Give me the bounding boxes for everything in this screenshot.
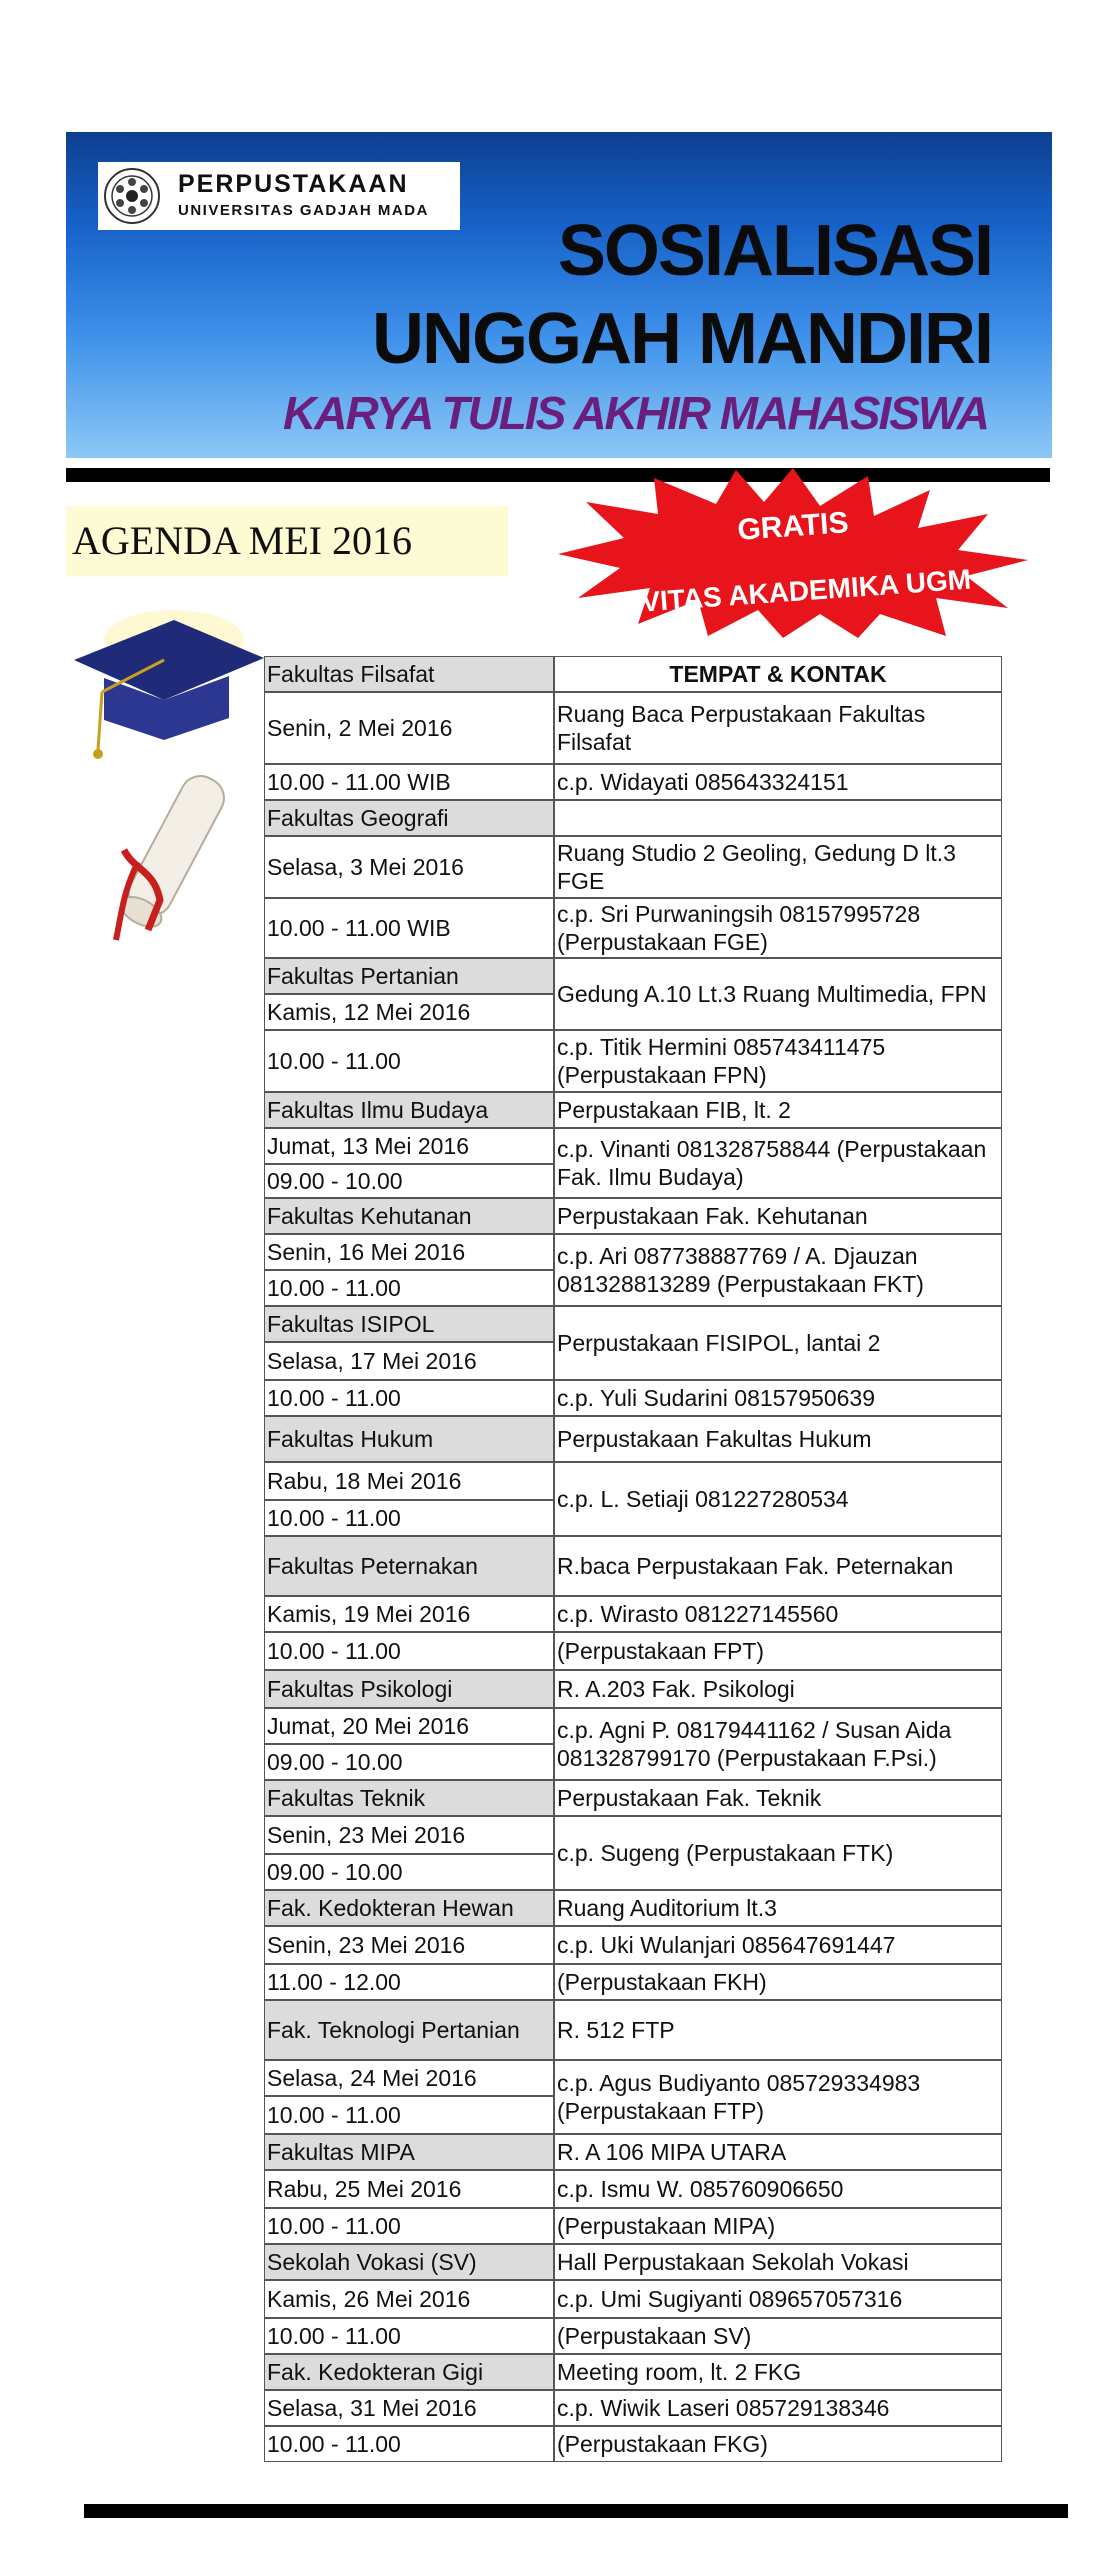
cell-kontak <box>554 1128 1002 1198</box>
cell-fakultas <box>264 1890 554 1926</box>
fakultas-text: Fakultas Hukum <box>267 1426 434 1452</box>
kontak2-text: (Perpustakaan FKH) <box>557 1969 767 1995</box>
agenda-title: AGENDA MEI 2016 <box>66 506 508 576</box>
cell-jam <box>264 1744 554 1780</box>
tanggal-text: Rabu, 18 Mei 2016 <box>267 1468 462 1494</box>
cell-jam <box>264 1964 554 2000</box>
logo-subtitle: UNIVERSITAS GADJAH MADA <box>178 202 429 219</box>
cell-fakultas <box>264 2000 554 2060</box>
cell-fakultas <box>264 1536 554 1596</box>
badge-audience: SIVITAS AKADEMIKA UGM <box>613 563 972 620</box>
cell-jam <box>264 1854 554 1890</box>
jam-text: 10.00 - 11.00 <box>267 1505 401 1531</box>
cell-tanggal <box>264 2060 554 2096</box>
cell-tanggal <box>264 1816 554 1854</box>
tanggal-text: Senin, 23 Mei 2016 <box>267 1932 466 1958</box>
cell-tempat <box>554 1198 1002 1234</box>
kontak-text: c.p. L. Setiaji 081227280534 <box>557 1486 849 1512</box>
cell-kontak <box>554 1030 1002 1092</box>
cell-tanggal <box>264 692 554 764</box>
cell-jam <box>264 2208 554 2244</box>
cell-tempat <box>554 1306 1002 1380</box>
kontak-text: c.p. Umi Sugiyanti 089657057316 <box>557 2286 903 2312</box>
fakultas-text: Fak. Kedokteran Gigi <box>267 2359 484 2385</box>
cell-jam <box>264 2096 554 2134</box>
cell-jam <box>264 1164 554 1198</box>
fakultas-text: Fakultas Peternakan <box>267 1553 478 1579</box>
fakultas-text: Fak. Teknologi Pertanian <box>267 2017 520 2043</box>
jam-text: 10.00 - 11.00 <box>267 2102 401 2128</box>
cell-tempat <box>554 1092 1002 1128</box>
kontak-text: c.p. Titik Hermini 085743411475 (Perpustakaan FPN) <box>557 1034 886 1088</box>
cell-tempat <box>554 1890 1002 1926</box>
cell-fakultas <box>264 958 554 994</box>
cell-kontak2 <box>554 1964 1002 2000</box>
cell-tanggal <box>264 994 554 1030</box>
kontak-text: c.p. Wirasto 081227145560 <box>557 1601 839 1627</box>
jam-text: 10.00 - 11.00 <box>267 1048 401 1074</box>
kontak-text: c.p. Sugeng (Perpustakaan FTK) <box>557 1840 894 1866</box>
jam-text: 10.00 - 11.00 <box>267 1385 401 1411</box>
tanggal-text: Kamis, 19 Mei 2016 <box>267 1601 471 1627</box>
cell-kontak <box>554 898 1002 958</box>
cell-tempat <box>554 836 1002 898</box>
cell-kontak <box>554 1234 1002 1306</box>
graduation-cap-icon <box>64 600 264 960</box>
tempat-text: R. 512 FTP <box>557 2017 675 2043</box>
kontak2-text: (Perpustakaan FPT) <box>557 1638 765 1664</box>
cell-fakultas <box>264 1198 554 1234</box>
kontak-text: c.p. Ismu W. 085760906650 <box>557 2176 844 2202</box>
tanggal-text: Selasa, 17 Mei 2016 <box>267 1348 477 1374</box>
cell-jam <box>264 1030 554 1092</box>
fakultas-text: Fak. Kedokteran Hewan <box>267 1895 514 1921</box>
tanggal-text: Kamis, 12 Mei 2016 <box>267 999 471 1025</box>
title-line-2: UNGGAH MANDIRI <box>372 299 992 379</box>
fakultas-text: Fakultas Filsafat <box>267 661 435 687</box>
cell-jam <box>264 2318 554 2354</box>
kontak2-text: (Perpustakaan MIPA) <box>557 2213 776 2239</box>
tanggal-text: Senin, 2 Mei 2016 <box>267 715 453 741</box>
cell-tempat <box>554 2354 1002 2390</box>
cell-empty <box>554 800 1002 836</box>
tempat-text: Ruang Auditorium lt.3 <box>557 1895 777 1921</box>
tempat-text: R. A 106 MIPA UTARA <box>557 2139 787 2165</box>
tanggal-text: Selasa, 24 Mei 2016 <box>267 2065 477 2091</box>
fakultas-text: Fakultas Ilmu Budaya <box>267 1097 489 1123</box>
fakultas-text: Fakultas Teknik <box>267 1785 426 1811</box>
cell-kontak2 <box>554 2208 1002 2244</box>
fakultas-text: Fakultas ISIPOL <box>267 1311 435 1337</box>
tanggal-text: Rabu, 25 Mei 2016 <box>267 2176 462 2202</box>
tempat-text: R.baca Perpustakaan Fak. Peternakan <box>557 1553 954 1579</box>
cell-fakultas <box>264 2354 554 2390</box>
cell-tempat <box>554 2134 1002 2170</box>
cell-kontak <box>554 1462 1002 1536</box>
cell-tempat <box>554 1416 1002 1462</box>
header-banner <box>66 132 1052 458</box>
cell-jam <box>264 898 554 958</box>
jam-text: 10.00 - 11.00 WIB <box>267 769 451 795</box>
cell-fakultas <box>264 1416 554 1462</box>
tempat-text: Perpustakaan FIB, lt. 2 <box>557 1097 791 1123</box>
kontak-text: c.p. Agus Budiyanto 085729334983 (Perpustakaan FTP) <box>557 2070 921 2124</box>
tanggal-text: Kamis, 26 Mei 2016 <box>267 2286 471 2312</box>
cell-kontak <box>554 1708 1002 1780</box>
kontak-text: c.p. Agni P. 08179441162 / Susan Aida 081328799170 (Perpustakaan F.Psi.) <box>557 1717 952 1771</box>
cell-tanggal <box>264 2280 554 2318</box>
tempat-text: Perpustakaan Fakultas Hukum <box>557 1426 872 1452</box>
cell-tanggal <box>264 836 554 898</box>
tempat-text: Perpustakaan Fak. Teknik <box>557 1785 822 1811</box>
cell-tanggal <box>264 1596 554 1632</box>
jam-text: 10.00 - 11.00 <box>267 1275 401 1301</box>
tanggal-text: Senin, 16 Mei 2016 <box>267 1239 466 1265</box>
jam-text: 10.00 - 11.00 <box>267 2323 401 2349</box>
cell-jam <box>264 2426 554 2462</box>
tempat-text: Perpustakaan Fak. Kehutanan <box>557 1203 868 1229</box>
tanggal-text: Jumat, 20 Mei 2016 <box>267 1713 470 1739</box>
cell-fakultas <box>264 2244 554 2280</box>
cell-kontak <box>554 2170 1002 2208</box>
cell-fakultas <box>264 800 554 836</box>
cell-tanggal <box>264 2390 554 2426</box>
cell-tempat <box>554 1536 1002 1596</box>
fakultas-text: Fakultas MIPA <box>267 2139 415 2165</box>
cell-tanggal <box>264 1128 554 1164</box>
kontak2-text: (Perpustakaan FKG) <box>557 2431 768 2457</box>
tempat-text: Hall Perpustakaan Sekolah Vokasi <box>557 2249 909 2275</box>
kontak2-text: (Perpustakaan SV) <box>557 2323 752 2349</box>
fakultas-text: Fakultas Geografi <box>267 805 449 831</box>
fakultas-text: Fakultas Pertanian <box>267 963 459 989</box>
cell-fakultas <box>264 656 554 692</box>
jam-text: 10.00 - 11.00 WIB <box>267 915 451 941</box>
cell-kontak2 <box>554 1632 1002 1670</box>
cell-jam <box>264 1380 554 1416</box>
cell-fakultas <box>264 1306 554 1342</box>
cell-kontak <box>554 1596 1002 1632</box>
jam-text: 09.00 - 10.00 <box>267 1859 403 1885</box>
cell-tempat <box>554 1780 1002 1816</box>
cell-kontak2 <box>554 2426 1002 2462</box>
cell-kontak <box>554 2390 1002 2426</box>
kontak-text: c.p. Uki Wulanjari 085647691447 <box>557 1932 896 1958</box>
kontak-text: c.p. Wiwik Laseri 085729138346 <box>557 2395 890 2421</box>
cell-tanggal <box>264 1708 554 1744</box>
tempat-text: Ruang Studio 2 Geoling, Gedung D lt.3 FGE <box>557 840 956 894</box>
cell-kontak2 <box>554 2318 1002 2354</box>
cell-tanggal <box>264 1234 554 1270</box>
cell-jam <box>264 764 554 800</box>
cell-tempat <box>554 692 1002 764</box>
tempat-text: Ruang Baca Perpustakaan Fakultas Filsafat <box>557 701 926 755</box>
cell-tempat <box>554 1670 1002 1708</box>
tempat-text: R. A.203 Fak. Psikologi <box>557 1676 795 1702</box>
title-line-1: SOSIALISASI <box>557 211 992 291</box>
cell-tempat <box>554 958 1002 1030</box>
library-logo <box>98 162 460 230</box>
cell-kontak <box>554 1926 1002 1964</box>
jam-text: 11.00 - 12.00 <box>267 1969 401 1995</box>
cell-tanggal <box>264 1342 554 1380</box>
kontak-text: c.p. Widayati 085643324151 <box>557 769 849 795</box>
kontak-text: c.p. Ari 087738887769 / A. Djauzan 081328813289 (Perpustakaan FKT) <box>557 1243 924 1297</box>
cell-tanggal <box>264 1462 554 1500</box>
fakultas-text: Sekolah Vokasi (SV) <box>267 2249 477 2275</box>
cell-kontak <box>554 2060 1002 2134</box>
tanggal-text: Selasa, 31 Mei 2016 <box>267 2395 477 2421</box>
cell-kontak <box>554 1380 1002 1416</box>
cell-fakultas <box>264 1780 554 1816</box>
logo-name: PERPUSTAKAAN <box>178 170 409 198</box>
cell-kontak <box>554 764 1002 800</box>
cell-jam <box>264 1500 554 1536</box>
tanggal-text: Jumat, 13 Mei 2016 <box>267 1133 470 1159</box>
kontak-text: c.p. Sri Purwaningsih 08157995728 (Perpustakaan FGE) <box>557 901 921 955</box>
tanggal-text: Selasa, 3 Mei 2016 <box>267 854 464 880</box>
tempat-text: Gedung A.10 Lt.3 Ruang Multimedia, FPN <box>557 981 987 1007</box>
table-header: TEMPAT & KONTAK <box>554 656 1002 692</box>
badge-gratis: GRATIS <box>736 506 850 547</box>
cell-kontak <box>554 2280 1002 2318</box>
cell-tanggal <box>264 1926 554 1964</box>
jam-text: 10.00 - 11.00 <box>267 1638 401 1664</box>
ugm-emblem-icon <box>102 166 162 226</box>
cell-tanggal <box>264 2170 554 2208</box>
kontak-text: c.p. Vinanti 081328758844 (Perpustakaan Fak. Ilmu Budaya) <box>557 1136 987 1190</box>
jam-text: 10.00 - 11.00 <box>267 2431 401 2457</box>
fakultas-text: Fakultas Kehutanan <box>267 1203 472 1229</box>
cell-tempat <box>554 2000 1002 2060</box>
jam-text: 09.00 - 10.00 <box>267 1168 403 1194</box>
tempat-text: Meeting room, lt. 2 FKG <box>557 2359 802 2385</box>
tempat-text: Perpustakaan FISIPOL, lantai 2 <box>557 1330 881 1356</box>
fakultas-text: Fakultas Psikologi <box>267 1676 453 1702</box>
cell-fakultas <box>264 1092 554 1128</box>
kontak-text: c.p. Yuli Sudarini 08157950639 <box>557 1385 876 1411</box>
divider-bottom <box>84 2504 1068 2518</box>
jam-text: 09.00 - 10.00 <box>267 1749 403 1775</box>
cell-fakultas <box>264 2134 554 2170</box>
title-line-3: KARYA TULIS AKHIR MAHASISWA <box>283 387 988 439</box>
cell-jam <box>264 1270 554 1306</box>
tanggal-text: Senin, 23 Mei 2016 <box>267 1822 466 1848</box>
cell-jam <box>264 1632 554 1670</box>
cell-kontak <box>554 1816 1002 1890</box>
jam-text: 10.00 - 11.00 <box>267 2213 401 2239</box>
cell-fakultas <box>264 1670 554 1708</box>
cell-tempat <box>554 2244 1002 2280</box>
